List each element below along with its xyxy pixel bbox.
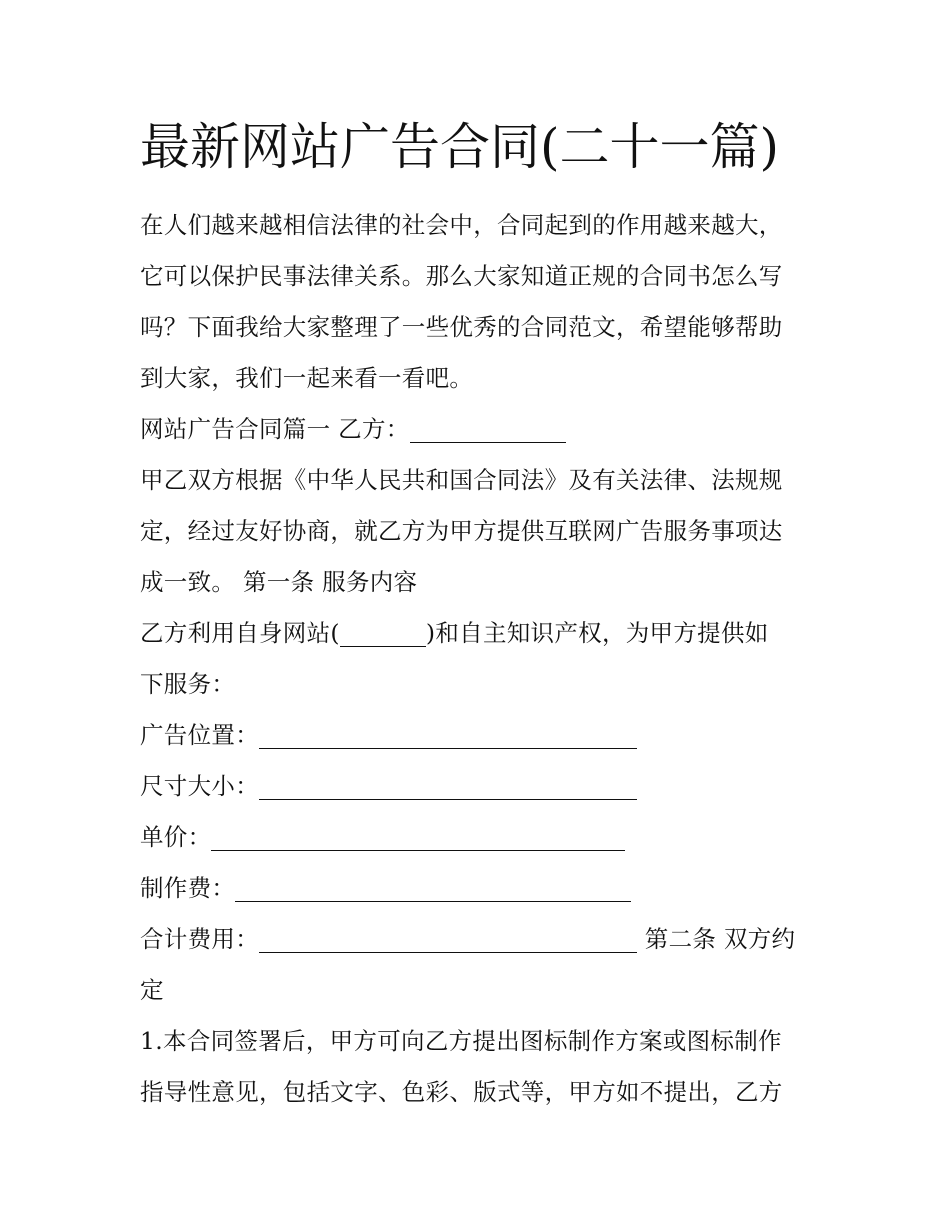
website-blank <box>340 616 426 647</box>
field-blank <box>259 718 637 749</box>
document-title: 最新网站广告合同(二十一篇) <box>140 118 780 176</box>
section1-heading-paragraph <box>140 404 820 455</box>
section1-heading-line <box>140 404 820 455</box>
item1-line: 指导性意见，包括文字、色彩、版式等，甲方如不提出，乙方 <box>140 1078 783 1106</box>
field-label: 合计费用： <box>140 925 259 953</box>
field-label: 单价： <box>140 823 212 851</box>
intro-line: 到大家，我们一起来看一看吧。 <box>140 364 474 392</box>
clause-line: 成一致。 第一条 服务内容 <box>140 568 418 596</box>
field-total-fee <box>140 914 820 965</box>
service-paragraph <box>140 608 820 710</box>
service-line-2: 下服务： <box>140 670 236 698</box>
service-line-prefix: 乙方利用自身网站( <box>140 619 340 647</box>
article2-heading: 第二条 双方约 <box>637 925 796 953</box>
field-blank <box>259 769 637 800</box>
intro-line: 它可以保护民事法律关系。那么大家知道正规的合同书怎么写 <box>140 262 783 290</box>
fields-block <box>140 710 820 1016</box>
field-blank <box>259 922 637 953</box>
service-line-suffix: )和自主知识产权，为甲方提供如 <box>425 619 769 647</box>
clause-line: 定，经过友好协商，就乙方为甲方提供互联网广告服务事项达 <box>140 517 783 545</box>
field-production-fee <box>140 863 820 914</box>
service-line <box>140 608 820 659</box>
intro-line: 在人们越来越相信法律的社会中，合同起到的作用越来越大， <box>140 211 783 239</box>
intro-paragraph <box>140 200 820 404</box>
item1-paragraph <box>140 1016 820 1118</box>
party-b-blank <box>410 412 566 443</box>
field-ad-position <box>140 710 820 761</box>
field-unit-price <box>140 812 820 863</box>
field-blank <box>211 820 625 851</box>
document-page <box>140 110 820 1118</box>
item1-line: 1.本合同签署后，甲方可向乙方提出图标制作方案或图标制作 <box>140 1027 782 1055</box>
field-label: 尺寸大小： <box>140 772 259 800</box>
clause-line: 甲乙双方根据《中华人民共和国合同法》及有关法律、法规规 <box>140 466 783 494</box>
article2-heading-cont: 定 <box>140 976 164 1004</box>
field-blank <box>235 871 631 902</box>
clause-paragraph <box>140 455 820 608</box>
field-size <box>140 761 820 812</box>
section1-heading: 网站广告合同篇一 乙方： <box>140 415 410 443</box>
field-label: 广告位置： <box>140 721 259 749</box>
intro-line: 吗？下面我给大家整理了一些优秀的合同范文，希望能够帮助 <box>140 313 783 341</box>
field-label: 制作费： <box>140 874 236 902</box>
